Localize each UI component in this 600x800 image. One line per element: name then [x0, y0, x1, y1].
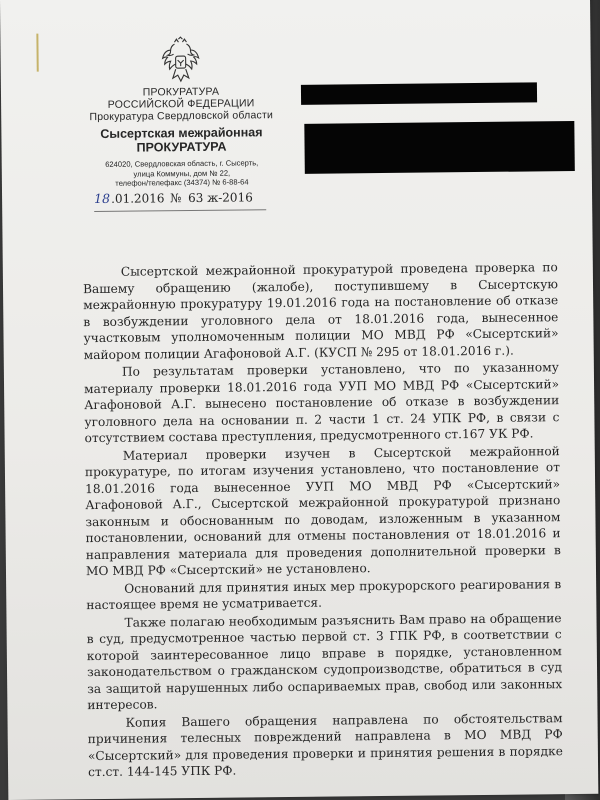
paragraph-6: Копия Вашего обращения направлена по обстоятельствам причинения телесных повреждений направлена в МО МВД РФ «Сысертский» для проведения проверки и принятия решения в порядке ст.ст. 144-145 УПК РФ.	[87, 710, 563, 780]
redacted-recipient-address	[304, 121, 575, 174]
address-line-2: улица Коммуны, дом № 22,	[133, 168, 231, 179]
number-sign: №	[170, 191, 182, 206]
double-headed-eagle-emblem-icon	[160, 36, 201, 84]
office-name-1: Сысертская межрайонная	[100, 125, 263, 141]
margin-pen-mark	[36, 34, 38, 72]
address-line-1: 624020, Свердловская область, г. Сысерть,	[105, 158, 259, 169]
paragraph-5: Также полагаю необходимым разъяснить Вам право на обращение в суд, предусмотренное частью первой ст. 3 ГПК РФ, в соответствии с которой заинтересованное лицо вправе в порядке, установленном законодательством о гражданском судопроизводстве, обратиться в суд за защитой нарушенных либо оспариваемых прав, свобод или законных интересов.	[86, 610, 563, 713]
letterhead	[80, 35, 282, 189]
letterhead-line-3: Прокуратура Свердловской области	[89, 109, 274, 124]
redacted-recipient-line-1	[301, 82, 537, 104]
office-name-2: ПРОКУРАТУРА	[136, 139, 227, 155]
address-line-3: телефон/телефакс (34374) № 6-88-64	[115, 177, 249, 188]
reference-number: 63 ж-2016	[188, 190, 253, 206]
date-month-year: .01.2016	[111, 191, 165, 206]
paragraph-1: Сысертской межрайонной прокуратурой проведена проверка по Вашему обращению (жалобе), поступившему в Сысертскую межрайонную прокуратуру 19.01.2016 года на постановление об отказе в возбуждении уголовного дела от 18.01.2016 года, вынесенное участковым уполномоченным полиции МО МВД РФ «Сысертский» майором полиции Агафоновой А.Г. (КУСП № 295 от 18.01.2016 г.).	[82, 260, 559, 362]
letter-body	[83, 259, 563, 781]
outgoing-reference	[94, 187, 266, 212]
letterhead-line-1: ПРОКУРАТУРА	[142, 85, 220, 99]
paragraph-4: Оснований для принятия иных мер прокурорского реагирования в настоящее время не усматривается.	[86, 576, 562, 613]
paragraph-2: По результатам проверки установлено, что по указанному материалу проверки 18.01.2016 года УУП МО МВД РФ «Сысертский» Агафоновой А.Г. вынесено постановление об отказе в возбуждении уголовного дела на основании п. 2 части 1 ст. 24 УПК РФ, в связи с отсутствием состава преступления, предусмотренного ст.167 УК РФ.	[84, 360, 560, 446]
handwritten-day: 18	[94, 190, 111, 207]
letterhead-line-2: РОССИЙСКОЙ ФЕДЕРАЦИИ	[107, 97, 255, 111]
paragraph-3: Материал проверки изучен в Сысертской межрайонной прокуратуре, по итогам изучения установлено, что постановление от 18.01.2016 года вынесенное УУП МО МВД РФ «Сысертский» Агафоновой А.Г., Сысертской межрайонной прокуратурой признано законным и обоснованным по доводам, изложенным в указанном постановлении, оснований для отмены постановления от 18.01.2016 и направления материала для проведения дополнительной проверки в МО МВД РФ «Сысертский» не установлено.	[84, 443, 561, 579]
